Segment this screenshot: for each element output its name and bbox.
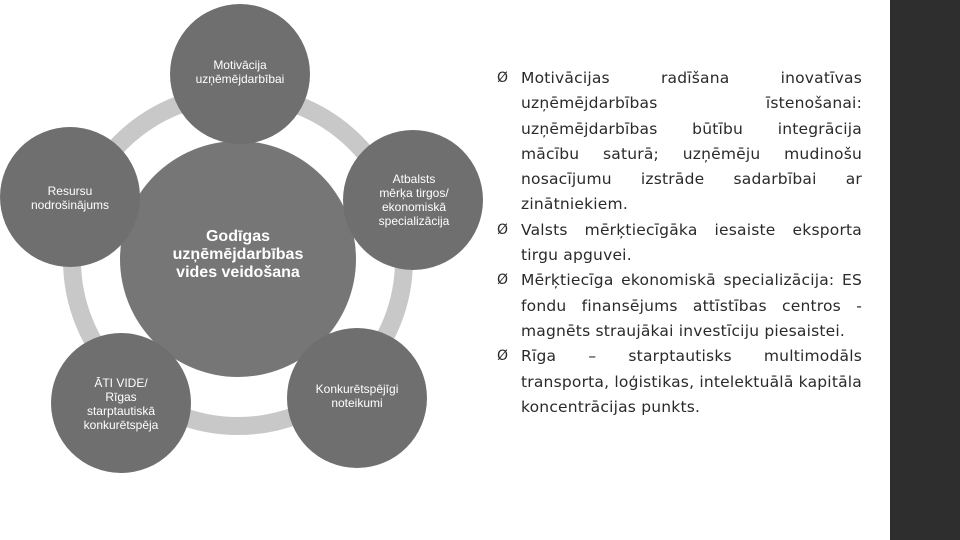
node-support-label	[350, 160, 478, 240]
node-label-line: mērķa tirgos/	[379, 186, 449, 200]
node-label-line: noteikumi	[331, 396, 383, 410]
bullet-item	[497, 218, 862, 269]
arrow-bullet-icon: Ø	[497, 70, 509, 86]
node-resources-label	[6, 178, 134, 218]
node-label-line: Rīgas	[105, 390, 137, 404]
bullet-text: Mērķtiecīga ekonomiskā specializācija: ES fondu finansējums attīstības centros - magnēts straujākai investīciju piesaistei.	[521, 271, 862, 340]
node-label-line: uzņēmējdarbībai	[195, 72, 285, 86]
bullet-text: Valsts mērķtiecīgāka iesaiste eksporta tirgu apguvei.	[521, 220, 862, 265]
node-label-line: ekonomiskā	[381, 200, 446, 214]
center-line: vides veidošana	[176, 264, 300, 281]
bullet-item	[497, 268, 862, 344]
arrow-bullet-icon: Ø	[497, 348, 509, 365]
center-line: uzņēmējdarbības	[172, 246, 304, 263]
center-line: Godīgas	[205, 228, 270, 245]
arrow-bullet-icon: Ø	[497, 221, 509, 238]
node-label-line: nodrošinājums	[30, 198, 110, 212]
node-label-line: Motivācija	[213, 58, 267, 72]
node-label-line: starptautiskā	[86, 404, 156, 418]
node-motivation-label	[170, 52, 310, 92]
node-label-line: Atbalsts	[392, 172, 436, 186]
bullet-item	[497, 66, 862, 218]
node-label-line: ĀTI VIDE/	[94, 376, 148, 390]
arrow-bullet-icon: Ø	[497, 272, 509, 289]
bullet-item	[497, 344, 862, 420]
center-label	[138, 210, 338, 300]
node-label-line: Resursu	[47, 184, 93, 198]
bullet-list	[497, 66, 862, 420]
node-label-line: specializācija	[378, 214, 450, 228]
node-competitive-rules-label	[292, 374, 422, 418]
bullet-text: Rīga – starptautisks multimodāls transporta, loģistikas, intelektuālā kapitāla koncentrācijas punkts.	[521, 347, 862, 416]
bullet-text: Motivācijas radīšana inovatīvas uzņēmējdarbības īstenošanai: uzņēmējdarbības būtību integrācija mācību saturā; uzņēmēju mudinošu nosacījumu izstrāde sadarbībai ar zinātniekiem.	[521, 69, 862, 214]
node-label-line: Konkurētspējīgi	[315, 382, 399, 396]
node-ati-riga-label	[56, 372, 186, 436]
side-bar	[890, 0, 960, 540]
node-label-line: konkurētspēja	[83, 418, 159, 432]
